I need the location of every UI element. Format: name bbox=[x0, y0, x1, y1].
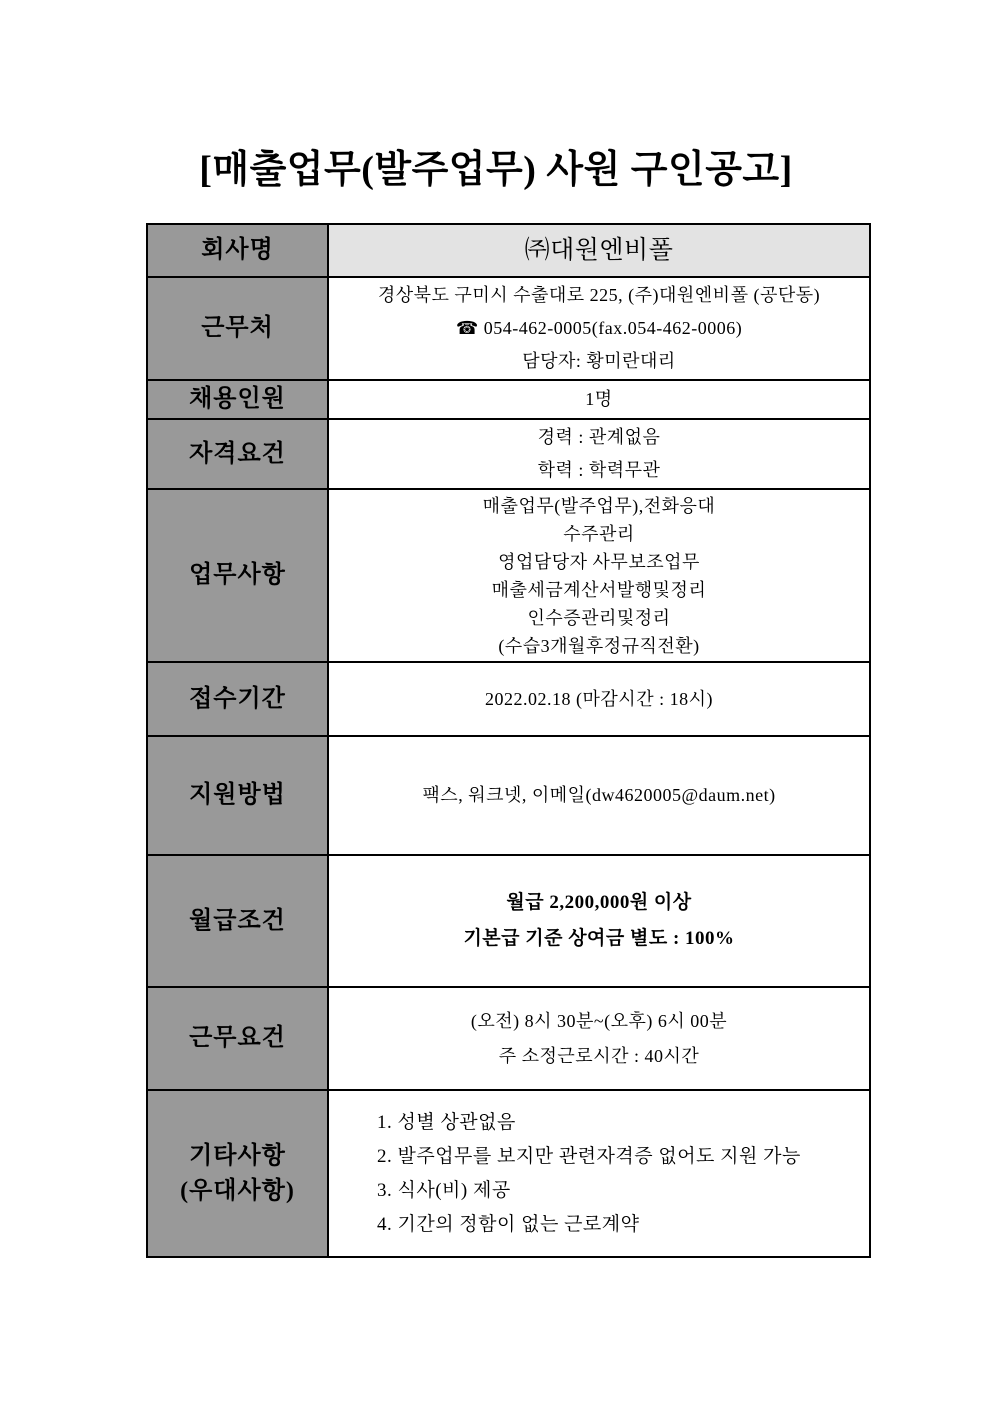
workplace-phone-number: 054-462-0005(fax.054-462-0006) bbox=[483, 318, 743, 339]
table-row-hires bbox=[147, 380, 870, 419]
table-row-company bbox=[147, 224, 870, 277]
table-row-salary bbox=[147, 855, 870, 987]
table-row-application-method bbox=[147, 736, 870, 855]
duty-item: 매출업무(발주업무),전화응대 bbox=[482, 495, 716, 516]
weekly-hours: 주 소정근로시간 : 40시간 bbox=[498, 1045, 700, 1066]
workplace-cell bbox=[328, 277, 870, 380]
duty-item: 영업담당자 사무보조업무 bbox=[498, 551, 700, 572]
hires-cell bbox=[328, 380, 870, 419]
salary-bonus: 기본급 기준 상여금 별도 : 100% bbox=[463, 928, 735, 950]
row-label-qualifications: 자격요건 bbox=[147, 419, 328, 489]
work-conditions-cell bbox=[328, 987, 870, 1090]
qualifications-cell bbox=[328, 419, 870, 489]
application-method-cell bbox=[328, 736, 870, 855]
workplace-contact-person: 담당자: 황미란대리 bbox=[522, 351, 676, 372]
row-label-application-method: 지원방법 bbox=[147, 736, 328, 855]
page-title: [매출업무(발주업무) 사원 구인공고] bbox=[199, 149, 793, 191]
workplace-phone-line bbox=[330, 312, 868, 345]
row-label-work-conditions: 근무요건 bbox=[147, 987, 328, 1090]
qualification-education: 학력 : 학력무관 bbox=[537, 460, 661, 481]
company-name: ㈜대원엔비폴 bbox=[524, 236, 674, 264]
row-label-application-period: 접수기간 bbox=[147, 662, 328, 736]
row-label-workplace: 근무처 bbox=[147, 277, 328, 380]
other-notes-label: 기타사항 bbox=[189, 1142, 286, 1169]
qualification-career: 경력 : 관계없음 bbox=[537, 427, 661, 448]
salary-amount: 월급 2,200,000원 이상 bbox=[506, 892, 692, 914]
workplace-address: 경상북도 구미시 수출대로 225, (주)대원엔비폴 (공단동) bbox=[377, 285, 821, 306]
other-notes-sublabel: (우대사항) bbox=[180, 1177, 295, 1204]
duty-item: 수주관리 bbox=[563, 523, 635, 544]
table-row-other-notes bbox=[147, 1090, 870, 1257]
row-label-salary: 월급조건 bbox=[147, 855, 328, 987]
other-note-item: 2. 발주업무를 보지만 관련자격증 없어도 지원 가능 bbox=[377, 1145, 801, 1167]
application-method: 팩스, 워크넷, 이메일(dw4620005@daum.net) bbox=[422, 785, 776, 806]
table-row-duties bbox=[147, 489, 870, 662]
table-row-qualifications bbox=[147, 419, 870, 489]
duty-item: (수습3개월후정규직전환) bbox=[498, 635, 700, 656]
other-note-item: 3. 식사(비) 제공 bbox=[377, 1179, 511, 1201]
job-posting-table bbox=[146, 223, 871, 1258]
phone-icon: ☎ bbox=[455, 318, 479, 339]
table-row-application-period bbox=[147, 662, 870, 736]
duty-item: 인수증관리및정리 bbox=[527, 607, 671, 628]
application-period-cell bbox=[328, 662, 870, 736]
row-label-duties: 업무사항 bbox=[147, 489, 328, 662]
work-hours: (오전) 8시 30분~(오후) 6시 00분 bbox=[470, 1010, 728, 1031]
other-note-item: 1. 성별 상관없음 bbox=[377, 1111, 516, 1133]
company-name-cell bbox=[328, 224, 870, 277]
hires-count: 1명 bbox=[585, 389, 613, 410]
table-row-workplace bbox=[147, 277, 870, 380]
duties-cell bbox=[328, 489, 870, 662]
application-deadline: 2022.02.18 (마감시간 : 18시) bbox=[485, 688, 713, 709]
other-notes-cell bbox=[328, 1090, 870, 1257]
salary-cell bbox=[328, 855, 870, 987]
row-label-hires: 채용인원 bbox=[147, 380, 328, 419]
row-label-company: 회사명 bbox=[147, 224, 328, 277]
table-row-work-conditions bbox=[147, 987, 870, 1090]
duty-item: 매출세금계산서발행및정리 bbox=[491, 579, 707, 600]
other-note-item: 4. 기간의 정함이 없는 근로계약 bbox=[377, 1213, 640, 1235]
row-label-other-notes bbox=[147, 1090, 328, 1257]
